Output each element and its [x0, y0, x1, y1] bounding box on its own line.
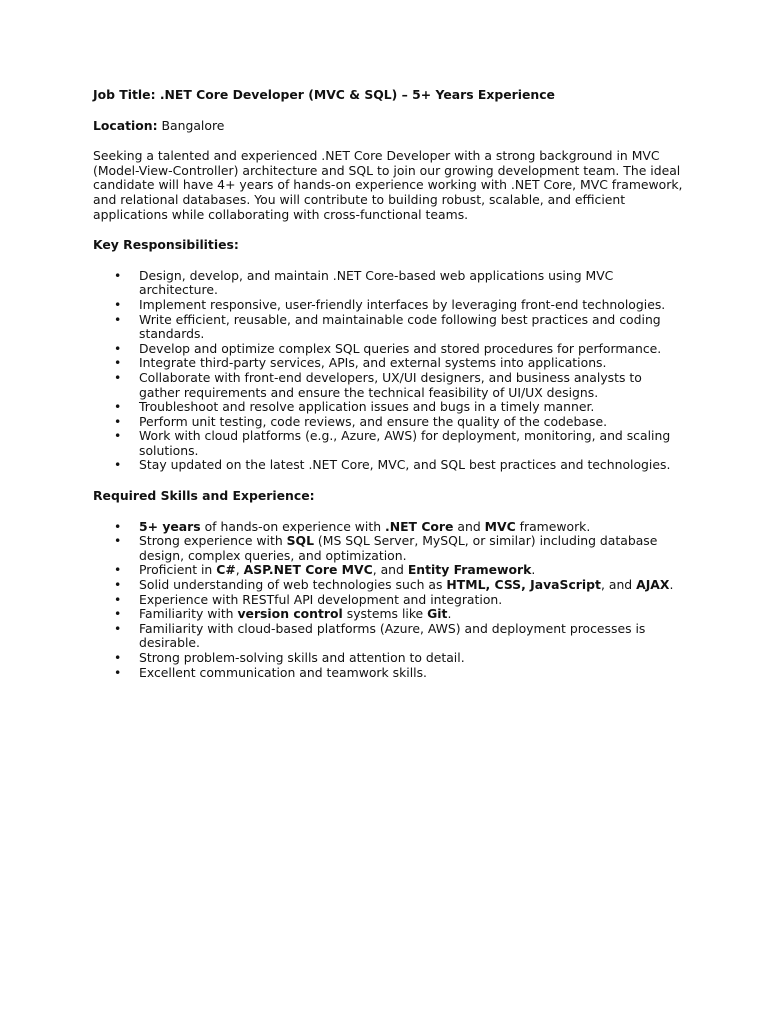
skill-text: Familiarity with cloud-based platforms (Azure, AWS) and deployment processes is desirable. [139, 620, 646, 651]
responsibilities-list [93, 269, 683, 473]
skill-item [93, 622, 683, 651]
skill-text-bold: HTML, CSS, JavaScript [446, 577, 601, 593]
list-item: • Implement responsive, user-friendly interfaces by leveraging front-end technologies. [93, 298, 683, 313]
skill-text: , and [372, 562, 408, 578]
skill-text: Experience with RESTful API development and integration. [139, 591, 503, 607]
skill-text: and [453, 518, 485, 534]
skill-item [93, 578, 683, 593]
location-line [93, 119, 683, 134]
skill-text: Solid understanding of web technologies such as [139, 577, 447, 593]
skill-text-bold: SQL [286, 533, 314, 549]
skill-item [93, 651, 683, 666]
skill-item [93, 534, 683, 563]
list-item: • Stay updated on the latest .NET Core, MVC, and SQL best practices and technologies. [93, 458, 683, 473]
skill-text: framework. [515, 518, 591, 534]
skill-text-bold: C# [216, 562, 236, 578]
skill-item [93, 520, 683, 535]
skill-text: . [531, 562, 536, 578]
skill-text-bold: Entity Framework [407, 562, 532, 578]
skill-text-bold: .NET Core [385, 518, 454, 534]
list-item: • Work with cloud platforms (e.g., Azure, AWS) for deployment, monitoring, and scaling solutions. [93, 429, 683, 458]
list-item: • Collaborate with front-end developers, UX/UI designers, and business analysts to gather requirements and ensure the technical feasibility of UI/UX designs. [93, 371, 683, 400]
skill-text-bold: AJAX [636, 577, 670, 593]
skill-text-bold: MVC [484, 518, 516, 534]
skill-text: Familiarity with [139, 606, 238, 622]
skills-list [93, 520, 683, 681]
skill-text: (MS SQL Server, MySQL, or similar) including database design, complex queries, and optimization. [139, 533, 658, 563]
list-item: • Troubleshoot and resolve application issues and bugs in a timely manner. [93, 400, 683, 415]
list-item: • Write efficient, reusable, and maintainable code following best practices and coding standards. [93, 313, 683, 342]
location-value: Bangalore [161, 117, 225, 133]
skill-text: Excellent communication and teamwork skills. [139, 664, 427, 680]
skill-text: , [235, 562, 244, 578]
skill-text: . [447, 606, 452, 622]
skill-text: , and [600, 577, 637, 593]
skill-text: of hands-on experience with [200, 518, 386, 534]
list-item: • Perform unit testing, code reviews, and ensure the quality of the codebase. [93, 415, 683, 430]
skill-item [93, 607, 683, 622]
skill-text: Strong problem-solving skills and attention to detail. [139, 650, 465, 665]
skill-text-bold: Git [427, 606, 448, 622]
intro-paragraph: Seeking a talented and experienced .NET Core Developer with a strong background in MVC (Model-View-Controller) architecture and SQL to join our growing development team. The ideal candidate will have 4+ years of hands-on experience working with .NET Core, MVC framework, and relational databases. You will contribute to building robust, scalable, and efficient applications while collaborating with cross-functional teams. [93, 148, 683, 222]
skill-item [93, 563, 683, 578]
location-label: Location: [93, 117, 158, 133]
responsibilities-heading: Key Responsibilities: [93, 237, 239, 253]
job-description [93, 88, 683, 680]
list-item: • Design, develop, and maintain .NET Core-based web applications using MVC architecture. [93, 269, 683, 298]
list-item: • Develop and optimize complex SQL queries and stored procedures for performance. [93, 342, 683, 357]
list-item: • Integrate third-party services, APIs, and external systems into applications. [93, 356, 683, 371]
skill-text: Strong experience with [139, 533, 287, 549]
job-title: Job Title: .NET Core Developer (MVC & SQL) – 5+ Years Experience [93, 87, 555, 102]
skills-heading: Required Skills and Experience: [93, 488, 315, 504]
skill-text: Proficient in [139, 562, 217, 578]
skill-text-bold: 5+ years [139, 518, 201, 534]
skill-text: systems like [342, 606, 428, 622]
skill-text: . [669, 577, 674, 593]
skill-text-bold: version control [237, 606, 343, 622]
skill-text-bold: ASP.NET Core MVC [243, 562, 373, 578]
skill-item [93, 666, 683, 681]
skill-item [93, 593, 683, 608]
